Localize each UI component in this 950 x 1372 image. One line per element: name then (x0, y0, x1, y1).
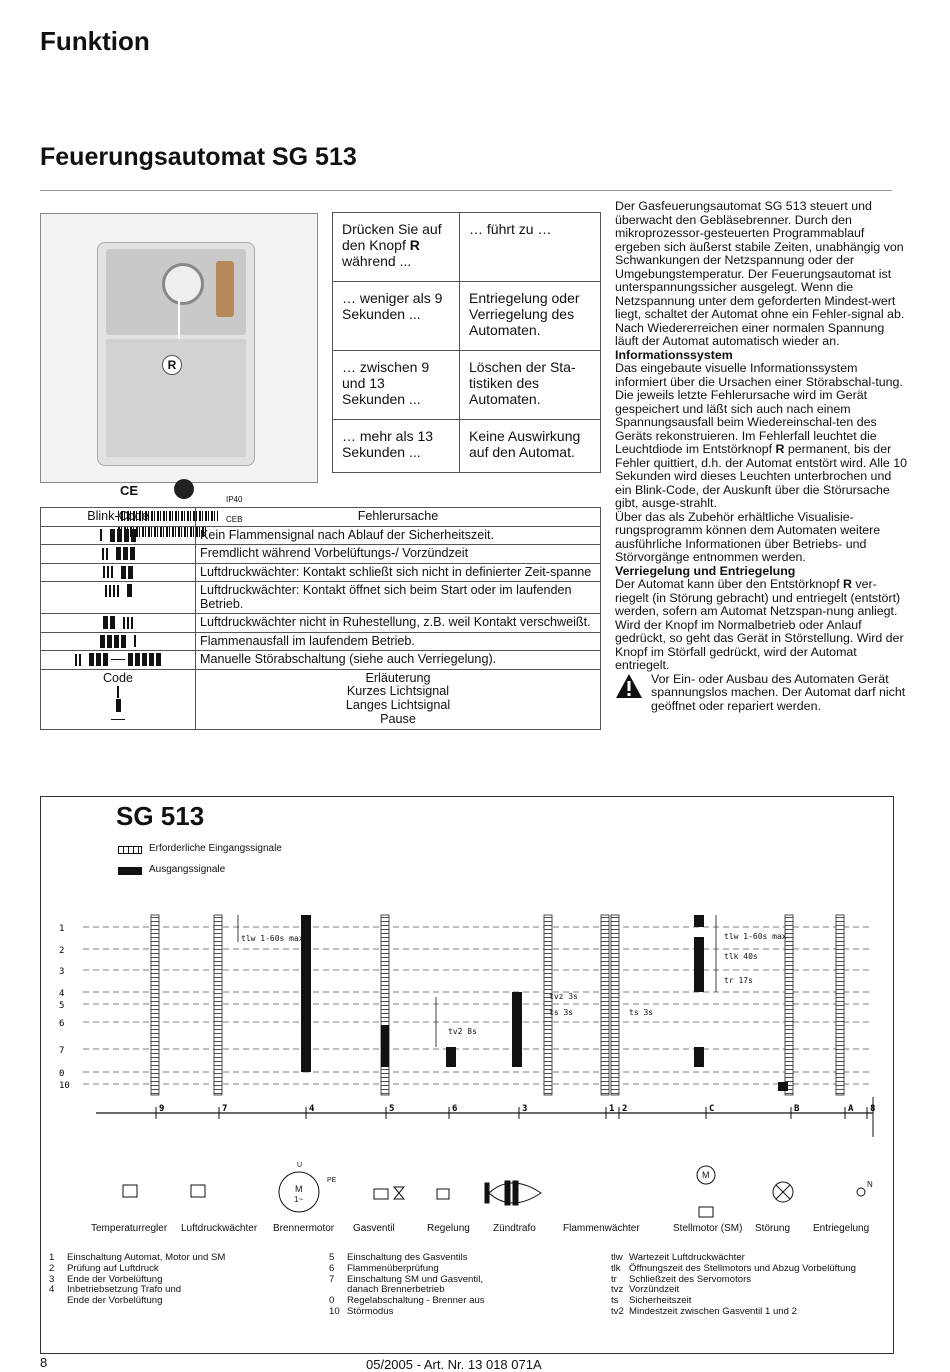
long-signal-icon (149, 653, 154, 666)
note-row (49, 1296, 225, 1307)
short-signal-icon (105, 585, 107, 597)
note-key: tlw (611, 1252, 623, 1263)
note-key: 6 (329, 1262, 335, 1274)
time-annotation: tvz 3s (549, 992, 578, 1001)
long-signal-icon (156, 653, 161, 666)
axis-label: 9 (159, 1104, 165, 1114)
long-signal-icon (110, 616, 115, 629)
title-divider (40, 190, 892, 191)
axis-label: 5 (389, 1104, 395, 1114)
reset-icon (857, 1188, 865, 1196)
note-key: 7 (329, 1273, 335, 1285)
u-label: U (297, 1162, 303, 1169)
blink-code (41, 545, 196, 564)
legend-row (41, 669, 601, 730)
legend-outputs: Ausgangssignale (149, 864, 226, 875)
note-value: Regelabschaltung - Brenner aus (347, 1295, 485, 1307)
short-signal-icon (100, 529, 102, 541)
input-signal (611, 915, 619, 1095)
blink-cause: Luftdruckwächter: Kontakt öffnet sich beim Start oder im laufenden Betrieb. (196, 582, 601, 614)
note-row (611, 1264, 856, 1275)
short-signal-icon (102, 548, 104, 560)
component-label: Luftdruckwächter (181, 1223, 258, 1234)
legend-text: Kurzes Lichtsignal (346, 684, 450, 698)
page-number: 8 (40, 1355, 48, 1370)
long-signal-icon (114, 635, 119, 648)
short-signal-icon (75, 654, 77, 666)
transformer-icon (505, 1181, 510, 1205)
ce-mark: CE (120, 483, 139, 498)
info-paragraph (615, 362, 907, 511)
pause-icon (111, 719, 125, 721)
info-text-b: permanent, bis der Fehler quittiert, d.h. der Automat entstört wird. Alle 10 Sekunden wird dieses Leuchten unterbrochen und ein Blink-Code, der Auskunft über die Störursache gibt, ausge-strahlt. (615, 442, 908, 510)
notes-col-3 (611, 1253, 856, 1318)
info-text-r: R (775, 442, 785, 456)
intro-paragraph: Der Gasfeuerungsautomat SG 513 steuert und überwacht den Gebläsebrenner. Durch den mikroprozessor-gesteuerten Programmablauf ergeben sich äußerst stabile Zeiten, unabhängig von Schwankungen der Netzspannung oder der Umgebungstemperatur. Der Feuerungsautomat ist unterspannungssicher ausgelegt. Wenn die Netzspannung unter dem geforderten Mindest-wert liegt, schaltet der Automat ohne ein Fehler-signal ab. Nach Wiedererreichen einer normalen Spannung läuft der Automat automatisch wieder an. (615, 199, 905, 348)
note-key: 5 (329, 1252, 335, 1263)
legend-symbol (45, 699, 191, 713)
blink-header-cause: Fehlerursache (196, 508, 601, 527)
result-cell: … führt zu … (460, 213, 601, 282)
device-circuit (106, 249, 246, 335)
note-value: Inbetriebsetzung Trafo und (67, 1284, 182, 1296)
note-key: 1 (49, 1252, 55, 1263)
short-signal-icon (109, 585, 111, 597)
component-label: Temperaturregler (91, 1223, 168, 1234)
note-key: tr (611, 1273, 617, 1285)
legend-texts (196, 669, 601, 730)
legend-inputs: Erforderliche Eingangssignale (149, 843, 282, 854)
legend-symbol (45, 685, 191, 699)
button-table-row (333, 282, 601, 351)
component-label: Gasventil (353, 1223, 395, 1234)
input-signal (601, 915, 609, 1095)
long-signal-icon (96, 653, 101, 666)
ip-rating: IP40 (226, 495, 243, 504)
long-signal-icon (107, 635, 112, 648)
short-signal-icon (111, 566, 113, 578)
pressure-switch-icon (191, 1185, 205, 1197)
blink-row (41, 614, 601, 633)
motor-phase: 1~ (294, 1195, 304, 1204)
thermostat-icon (123, 1185, 137, 1197)
heading-informationssystem: Informationssystem (615, 347, 733, 362)
note-value: Sicherheitszeit (629, 1295, 692, 1307)
output-signal (512, 992, 522, 1067)
note-value: Wartezeit Luftdruckwächter (629, 1252, 745, 1263)
blink-cause: Kein Flammensignal nach Ablauf der Sicherheitszeit. (196, 526, 601, 545)
blink-cause: Fremdlicht während Vorbelüftungs-/ Vorzündzeit (196, 545, 601, 564)
note-key: ts (611, 1295, 619, 1307)
note-row (329, 1307, 485, 1318)
heading-verriegelung: Verriegelung und Entriegelung (615, 563, 796, 578)
note-value: danach Brennerbetrieb (347, 1284, 445, 1296)
input-signal (214, 915, 222, 1095)
note-key (49, 1296, 67, 1307)
output-signal (694, 1047, 704, 1067)
blink-cause: Luftdruckwächter nicht in Ruhestellung, z.B. weil Kontakt verschweißt. (196, 614, 601, 633)
button-table (332, 212, 601, 473)
short-signal-icon (107, 566, 109, 578)
notes-col-2 (329, 1253, 485, 1318)
time-annotation: tr 17s (724, 976, 753, 985)
blink-code (41, 563, 196, 582)
component-label: Zündtrafo (493, 1223, 536, 1234)
notes-col-1 (49, 1253, 225, 1307)
long-signal-icon (131, 529, 136, 542)
time-annotation: tv2 8s (448, 1027, 477, 1036)
note-key: 2 (49, 1262, 55, 1274)
diagram-title: SG 513 (116, 801, 205, 831)
note-value: Vorzündzeit (629, 1284, 680, 1296)
press-duration-text: Drücken Sie auf den Knopf (342, 221, 442, 253)
row-label: 7 (59, 1046, 65, 1056)
capacitor (216, 261, 234, 317)
press-duration-cell (333, 420, 460, 473)
visual-paragraph: Über das als Zubehör erhältliche Visualisie-rungsprogramm können dem Automaten weitere ausführliche Informationen über Betriebs- und Störvorgänge entnommen werden. (615, 509, 881, 564)
long-signal-icon (103, 653, 108, 666)
note-key: 10 (329, 1305, 340, 1317)
warning-icon (615, 673, 643, 699)
component-label: Entriegelung (813, 1223, 870, 1234)
legend-text: Pause (380, 712, 416, 726)
short-signal-icon (117, 686, 119, 698)
blink-header-code: Blink-Code (41, 508, 196, 527)
input-signal (381, 915, 389, 1095)
sensor-base (485, 1183, 489, 1203)
axis-label: 4 (309, 1104, 315, 1114)
press-duration-cell (333, 213, 460, 282)
long-signal-icon (127, 584, 132, 597)
control-icon (437, 1189, 449, 1199)
time-annotation: ts 3s (549, 1008, 574, 1017)
long-signal-icon (89, 653, 94, 666)
axis-label: 8 (870, 1104, 876, 1114)
press-duration-text: … zwischen 9 und 13 Sekunden ... (342, 359, 430, 407)
lock-text-r: R (843, 577, 852, 591)
pause-icon (111, 659, 125, 661)
long-signal-icon (128, 566, 133, 579)
axis-label: 7 (222, 1104, 228, 1114)
servo-letter: M (702, 1170, 710, 1180)
press-duration-cell (333, 351, 460, 420)
long-signal-icon (121, 635, 126, 648)
note-value: Einschaltung SM und Gasventil, (347, 1273, 483, 1285)
short-signal-icon (113, 585, 115, 597)
pe-label: PE (327, 1177, 337, 1184)
short-signal-icon (79, 654, 81, 666)
result-cell: Keine Auswirkung auf den Automat. (460, 420, 601, 473)
knob-letter: R (409, 237, 420, 253)
note-key: 0 (329, 1295, 335, 1307)
short-signal-icon (123, 617, 125, 629)
gas-valve-icon (374, 1189, 388, 1199)
servo-box (699, 1207, 713, 1217)
note-row (329, 1264, 485, 1275)
blink-cause: Flammenausfall im laufendem Betrieb. (196, 632, 601, 651)
input-signal (151, 915, 159, 1095)
output-signal (694, 937, 704, 992)
button-table-row (333, 213, 601, 282)
blink-row (41, 545, 601, 564)
blink-code-table (40, 507, 601, 730)
row-label: 0 (59, 1069, 65, 1079)
output-signal (778, 1082, 788, 1091)
warning-text: Vor Ein- oder Ausbau des Automaten Gerät spannungslos machen. Der Automat darf nicht geöffnet oder repariert werden. (651, 671, 906, 713)
motor-letter: M (295, 1184, 303, 1194)
led-button (174, 479, 194, 499)
blink-row (41, 582, 601, 614)
row-label: 1 (59, 924, 65, 934)
time-annotation: tlw 1-60s max (724, 932, 787, 941)
long-signal-icon (124, 529, 129, 542)
note-value: Mindestzeit zwischen Gasventil 1 und 2 (629, 1305, 797, 1317)
blink-row (41, 563, 601, 582)
article-number: 05/2005 - Art. Nr. 13 018 071A (366, 1357, 542, 1372)
short-signal-icon (106, 548, 108, 560)
button-table-row (333, 420, 601, 473)
long-signal-icon (128, 653, 133, 666)
warning-block (615, 673, 907, 714)
note-row (49, 1264, 225, 1275)
component-label: Brennermotor (273, 1223, 335, 1234)
time-annotation: ts 3s (629, 1008, 654, 1017)
input-signal (544, 915, 552, 1095)
result-cell: Entriegelung oder Verriegelung des Automaten. (460, 282, 601, 351)
note-value: Schließzeit des Servomotors (629, 1273, 752, 1285)
axis-label: B (794, 1104, 800, 1114)
row-label: 5 (59, 1001, 65, 1011)
long-signal-icon (116, 699, 121, 712)
long-signal-icon (110, 529, 115, 542)
page-title: Feuerungsautomat SG 513 (40, 143, 357, 171)
legend-header-text: Erläuterung (365, 670, 431, 685)
note-value: Störmodus (347, 1305, 394, 1317)
component-label: Stellmotor (SM) (673, 1223, 743, 1234)
legend-header-code: Code (102, 670, 134, 685)
long-signal-icon (116, 547, 121, 560)
note-value: Einschaltung Automat, Motor und SM (67, 1252, 226, 1263)
note-value: Flammenüberprüfung (347, 1262, 439, 1274)
short-signal-icon (131, 617, 133, 629)
blink-row (41, 526, 601, 545)
row-label: 6 (59, 1019, 65, 1029)
row-label: 3 (59, 967, 65, 977)
component-label: Regelung (427, 1223, 470, 1234)
time-annotation: tlw 1-60s max (241, 934, 304, 943)
ceb-mark: CEB (226, 515, 243, 524)
long-signal-icon (100, 635, 105, 648)
legend-text: Langes Lichtsignal (345, 698, 451, 712)
note-key: 4 (49, 1284, 55, 1296)
lock-text-a: Der Automat kann über den Entstörknopf (615, 577, 843, 591)
blink-cause: Manuelle Störabschaltung (siehe auch Verriegelung). (196, 651, 601, 670)
press-duration-cell (333, 282, 460, 351)
long-signal-icon (123, 547, 128, 560)
long-signal-icon (135, 653, 140, 666)
blink-code (41, 526, 196, 545)
input-signal (785, 915, 793, 1095)
axis-label: 3 (522, 1104, 528, 1114)
valve-symbol (394, 1187, 404, 1199)
output-signal (381, 1025, 389, 1067)
button-table-row (333, 351, 601, 420)
blink-header-row (41, 508, 601, 527)
legend-codes (41, 669, 196, 730)
lock-text-b: ver-riegelt (in Störung gebracht) und entriegelt (entstört) werden, sofern am Automat Netzspan-nung anliegt. (615, 577, 901, 618)
row-label: 4 (59, 989, 65, 999)
long-signal-icon (142, 653, 147, 666)
note-key: tlk (611, 1262, 621, 1274)
axis-label: C (709, 1104, 715, 1114)
component-label: Flammenwächter (563, 1223, 640, 1234)
time-annotation: tlk 40s (724, 952, 758, 961)
blink-cause: Luftdruckwächter: Kontakt schließt sich nicht in definierter Zeit-spanne (196, 563, 601, 582)
long-signal-icon (103, 616, 108, 629)
legend-symbol (45, 713, 191, 727)
press-duration-text-end: während ... (342, 253, 412, 269)
blink-code (41, 614, 196, 633)
transformer-core (513, 1181, 518, 1205)
note-value: Ende der Vorbelüftung (67, 1295, 163, 1307)
output-signal (446, 1047, 456, 1067)
blink-code (41, 582, 196, 614)
note-value: Ende der Vorbelüftung (67, 1273, 163, 1285)
long-signal-icon (117, 529, 122, 542)
short-signal-icon (103, 566, 105, 578)
axis-label: 6 (452, 1104, 458, 1114)
r-label: R (162, 355, 182, 375)
note-key: tvz (611, 1284, 624, 1296)
press-duration-text: … weniger als 9 Sekunden ... (342, 290, 443, 322)
short-signal-icon (117, 585, 119, 597)
info-text-a: Das eingebaute visuelle Informationssystem informiert über die Ursachen einer Störabschal-tung. Die jeweils letzte Fehlerursache wird im Gerät gespeichert und läßt sich auch nach einem Spannungsausfall beim Wiedereinschal-ten des Geräts rekonstruieren. Im Fehlerfall leuchtet die Leuchtdiode im Entstörknopf (615, 361, 903, 456)
long-signal-icon (121, 566, 126, 579)
note-key: 3 (49, 1273, 55, 1285)
reset-knob (162, 263, 204, 305)
long-signal-icon (130, 547, 135, 560)
blink-code (41, 632, 196, 651)
axis-label: 1 (609, 1104, 615, 1114)
note-key: tv2 (611, 1305, 624, 1317)
result-cell: Löschen der Sta-tistiken des Automaten. (460, 351, 601, 420)
press-duration-text: … mehr als 13 Sekunden ... (342, 428, 434, 460)
note-value: Prüfung auf Luftdruck (67, 1262, 159, 1274)
timing-diagram (40, 796, 894, 1354)
section-title: Funktion (40, 26, 150, 56)
short-signal-icon (134, 635, 136, 647)
note-row (611, 1307, 856, 1318)
output-signal (694, 915, 704, 927)
short-signal-icon (127, 617, 129, 629)
axis-label: A (848, 1104, 854, 1114)
knob-paragraph: Wird der Knopf im Normalbetrieb oder Anlauf gedrückt, so geht das Gerät in Störstellung. Wird der Knopf im Störfall gedrückt, wird der Automat entriegelt. (615, 617, 904, 672)
input-signal (836, 915, 844, 1095)
note-value: Öffnungszeit des Stellmotors und Abzug Vorbelüftung (629, 1262, 857, 1274)
row-label: 10 (59, 1081, 70, 1091)
lock-paragraph (615, 578, 907, 619)
blink-code (41, 651, 196, 670)
blink-row (41, 651, 601, 670)
blink-row (41, 632, 601, 651)
note-value: Einschaltung des Gasventils (347, 1252, 468, 1263)
n-label: N (867, 1180, 873, 1189)
row-label: 2 (59, 946, 65, 956)
axis-label: 2 (622, 1104, 628, 1114)
right-column-text (615, 200, 907, 713)
component-label: Störung (755, 1223, 791, 1234)
